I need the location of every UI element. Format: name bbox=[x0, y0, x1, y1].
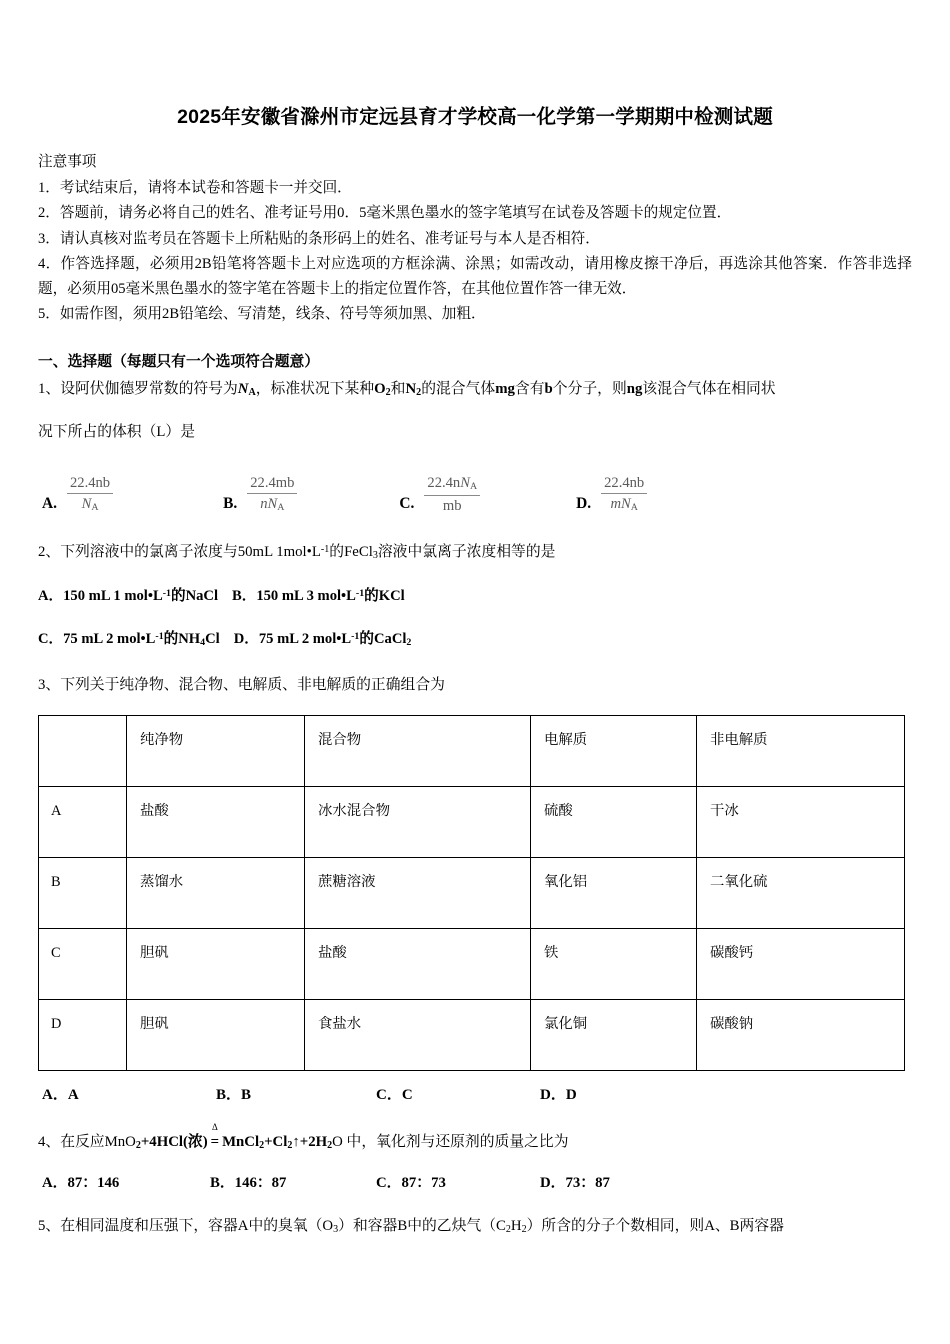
q1-formula-o2: O bbox=[374, 381, 386, 398]
q2-text-a: 2、下列溶液中的氯离子浓度与50mL 1mol•L bbox=[38, 544, 321, 561]
q1-option-b-label: B. bbox=[223, 495, 238, 513]
q2-option-d[interactable]: D．75 mL 2 $mol•L^{-1}$的CaCl$_2$ bbox=[233, 631, 412, 649]
q1-option-d-fraction bbox=[601, 474, 647, 515]
page-title: 2025年安徽省滁州市定远县育才学校高一化学第一学期期中检测试题 bbox=[177, 106, 773, 128]
table-cell-c-electrolyte: 铁 bbox=[531, 928, 697, 999]
table-row-label-b: B bbox=[39, 857, 127, 928]
table-row bbox=[39, 928, 905, 999]
table-cell-d-nonelectrolyte: 碳酸钠 bbox=[697, 999, 905, 1070]
table-cell-b-nonelectrolyte: 二氧化硫 bbox=[697, 857, 905, 928]
q4-option-c[interactable]: C．87：73 bbox=[376, 1174, 446, 1191]
q4-sub-1: 2 bbox=[135, 1139, 141, 1151]
q4-text-c: MnCl bbox=[222, 1133, 260, 1150]
table-cell-b-electrolyte: 氧化铝 bbox=[531, 857, 697, 928]
table-cell-d-pure: 胆矾 bbox=[127, 999, 305, 1070]
q1-option-d-numerator: 22.4nb bbox=[601, 474, 647, 494]
q5-text-d: ）所含的分子个数相同，则A、B两容器 bbox=[526, 1217, 784, 1234]
q2-text-c: 溶液中氯离子浓度相等的是 bbox=[377, 544, 556, 561]
q4-option-a[interactable]: A．87：146 bbox=[42, 1174, 120, 1191]
q2-sup: -1 bbox=[320, 543, 330, 555]
q1-var-b: b bbox=[544, 381, 553, 398]
q1-text-d: 含有 bbox=[514, 381, 545, 398]
table-row-label-a: A bbox=[39, 786, 127, 857]
table-cell-d-mixture: 食盐水 bbox=[305, 999, 531, 1070]
q4-text-a: 4、在反应MnO bbox=[38, 1133, 136, 1150]
table-cell-a-electrolyte: 硫酸 bbox=[531, 786, 697, 857]
table-cell-a-nonelectrolyte: 干冰 bbox=[697, 786, 905, 857]
question-4-stem bbox=[38, 1121, 912, 1155]
q1-option-a-label: A. bbox=[42, 495, 57, 513]
table-cell-a-mixture: 冰水混合物 bbox=[305, 786, 531, 857]
table-cell-c-pure: 胆矾 bbox=[127, 928, 305, 999]
q3-option-c[interactable]: C．C bbox=[376, 1086, 413, 1103]
q1-text-a: 1、设阿伏伽德罗常数的符号为 bbox=[38, 381, 238, 398]
q1-symbol-na-sub: A bbox=[248, 387, 256, 399]
table-header-pure-substance: 纯净物 bbox=[127, 715, 305, 786]
table-row-label-d: D bbox=[39, 999, 127, 1070]
q1-option-d-denominator: $mN_A$ bbox=[610, 496, 638, 514]
q1-text-and: 和 bbox=[390, 381, 406, 398]
section-heading-multiple-choice: 一、选择题（每题只有一个选项符合题意） bbox=[38, 353, 320, 370]
q1-var-mg: mg bbox=[495, 381, 515, 398]
table-header-electrolyte: 电解质 bbox=[531, 715, 697, 786]
q4-option-b[interactable]: B．146：87 bbox=[210, 1174, 287, 1191]
notice-item-5: 5．如需作图，须用2B铅笔绘、写清楚，线条、符号等须加黑、加粗． bbox=[38, 305, 486, 322]
q1-text-e: 个分子，则 bbox=[552, 381, 627, 398]
q2-option-c[interactable]: C．75 mL 2 $mol•L^{-1}$的$NH_4Cl$ bbox=[38, 631, 220, 649]
table-cell-b-mixture: 蔗糖溶液 bbox=[305, 857, 531, 928]
notice-section bbox=[38, 150, 912, 327]
q4-sub-4: 2 bbox=[327, 1139, 333, 1151]
table-row-label-c: C bbox=[39, 928, 127, 999]
q1-option-d[interactable] bbox=[576, 474, 647, 515]
table-header-mixture: 混合物 bbox=[305, 715, 531, 786]
table-cell-b-pure: 蒸馏水 bbox=[127, 857, 305, 928]
q2-text-b: 的FeCl bbox=[329, 544, 373, 561]
q4-text-f: O 中，氧化剂与还原剂的质量之比为 bbox=[332, 1133, 569, 1150]
q1-formula-n2: N bbox=[405, 381, 417, 398]
q5-sub-3: 2 bbox=[521, 1223, 527, 1235]
q1-option-a-denominator: $N_A$ bbox=[81, 496, 99, 514]
q1-option-b[interactable] bbox=[223, 474, 297, 515]
notice-item-4: 4．作答选择题，必须用2B铅笔将答题卡上对应选项的方框涂满、涂黑；如需改动，请用橡皮擦干净后，再选涂其他答案．作答非选择题，必须用05毫米黑色墨水的签字笔在答题卡上的指定位置作答，在其他位置作答一律无效． bbox=[38, 255, 912, 297]
q1-option-d-label: D. bbox=[576, 495, 592, 513]
q1-option-c-label: C. bbox=[399, 495, 415, 513]
q1-option-c-denominator: mb bbox=[442, 497, 462, 514]
q1-text-c: 的混合气体 bbox=[421, 381, 496, 398]
up-arrow-icon: ↑ bbox=[292, 1133, 300, 1150]
table-cell-a-pure: 盐酸 bbox=[127, 786, 305, 857]
notice-item-3: 3．请认真核对监考员在答题卡上所粘贴的条形码上的姓名、准考证号与本人是否相符． bbox=[38, 230, 600, 247]
q4-text-e: +2H bbox=[299, 1133, 328, 1150]
q1-text-b: ，标准状况下某种 bbox=[255, 381, 375, 398]
q5-sub-2: 2 bbox=[505, 1223, 511, 1235]
notice-item-1: 1．考试结束后，请将本试卷和答题卡一并交回． bbox=[38, 180, 352, 197]
question-3-stem: 3、下列关于纯净物、混合物、电解质、非电解质的正确组合为 bbox=[38, 676, 445, 693]
notice-item-2: 2．答题前，请务必将自己的姓名、准考证号用0．5毫米黑色墨水的签字笔填写在试卷及答题卡的规定位置． bbox=[38, 205, 732, 222]
q4-delta-equals bbox=[208, 1121, 222, 1155]
question-3-options bbox=[38, 1083, 912, 1109]
question-1-stem-line2: 况下所占的体积（L）是 bbox=[38, 424, 196, 441]
q1-option-b-denominator: $nN_A$ bbox=[260, 496, 285, 514]
table-row bbox=[39, 999, 905, 1070]
notice-heading: 注意事项 bbox=[38, 154, 97, 171]
question-4-options bbox=[38, 1171, 912, 1197]
table-row bbox=[39, 786, 905, 857]
question-1-stem bbox=[38, 378, 912, 402]
q3-option-a[interactable]: A．A bbox=[42, 1086, 79, 1103]
q4-text-b: +4HCl(浓) bbox=[140, 1133, 208, 1150]
q4-sub-2: 2 bbox=[259, 1139, 265, 1151]
q5-text-b: ）和容器B中的乙炔气（C bbox=[338, 1217, 506, 1234]
q1-formula-n2-sub: 2 bbox=[416, 387, 422, 399]
table-header-nonelectrolyte: 非电解质 bbox=[697, 715, 905, 786]
q1-option-c[interactable] bbox=[399, 474, 480, 515]
q2-sub: 3 bbox=[372, 550, 378, 562]
question-2-options-row-2 bbox=[38, 628, 912, 651]
q1-option-b-numerator: 22.4mb bbox=[247, 474, 297, 494]
q4-equals: = bbox=[210, 1133, 220, 1150]
table-cell-c-mixture: 盐酸 bbox=[305, 928, 531, 999]
q4-option-d[interactable]: D．73：87 bbox=[540, 1174, 610, 1191]
q1-symbol-na: N bbox=[237, 381, 249, 398]
q3-option-d[interactable]: D．D bbox=[540, 1086, 577, 1103]
q1-option-b-fraction bbox=[247, 474, 297, 515]
q1-option-c-fraction bbox=[424, 474, 480, 515]
q1-option-a-fraction bbox=[67, 474, 113, 515]
q4-text-d: +Cl bbox=[264, 1133, 288, 1150]
delta-icon: Δ bbox=[211, 1121, 218, 1132]
q1-text-f: 该混合气体在相同状 bbox=[642, 381, 776, 398]
q4-sub-3: 2 bbox=[287, 1139, 293, 1151]
question-1-options bbox=[38, 459, 912, 515]
q3-option-b[interactable]: B．B bbox=[216, 1086, 252, 1103]
q5-text-c: H bbox=[510, 1217, 522, 1234]
q5-text-a: 5、在相同温度和压强下，容器A中的臭氧（O bbox=[38, 1217, 334, 1234]
question-2-options-row-1 bbox=[38, 585, 912, 608]
q2-option-a[interactable]: A．150 mL 1 $mol•L^{-1}$的NaCl bbox=[38, 587, 218, 604]
q1-var-ng: ng bbox=[626, 381, 643, 398]
q2-option-b[interactable]: B．150 mL 3 $mol•L^{-1}$的KCl bbox=[232, 587, 405, 604]
q1-formula-o2-sub: 2 bbox=[385, 387, 391, 399]
table-header-blank bbox=[39, 715, 127, 786]
question-5-stem bbox=[38, 1215, 912, 1239]
substance-classification-table bbox=[38, 715, 905, 1071]
q1-option-a-numerator: 22.4nb bbox=[67, 474, 113, 494]
page-content bbox=[38, 0, 912, 1239]
table-header-row bbox=[39, 715, 905, 786]
table-row bbox=[39, 857, 905, 928]
q5-sub-1: 3 bbox=[333, 1223, 339, 1235]
table-cell-d-electrolyte: 氯化铜 bbox=[531, 999, 697, 1070]
q1-option-c-numerator: $22.4nN_A$ bbox=[424, 474, 480, 496]
question-2-stem bbox=[38, 541, 912, 565]
table-cell-c-nonelectrolyte: 碳酸钙 bbox=[697, 928, 905, 999]
q1-option-a[interactable] bbox=[42, 474, 113, 515]
